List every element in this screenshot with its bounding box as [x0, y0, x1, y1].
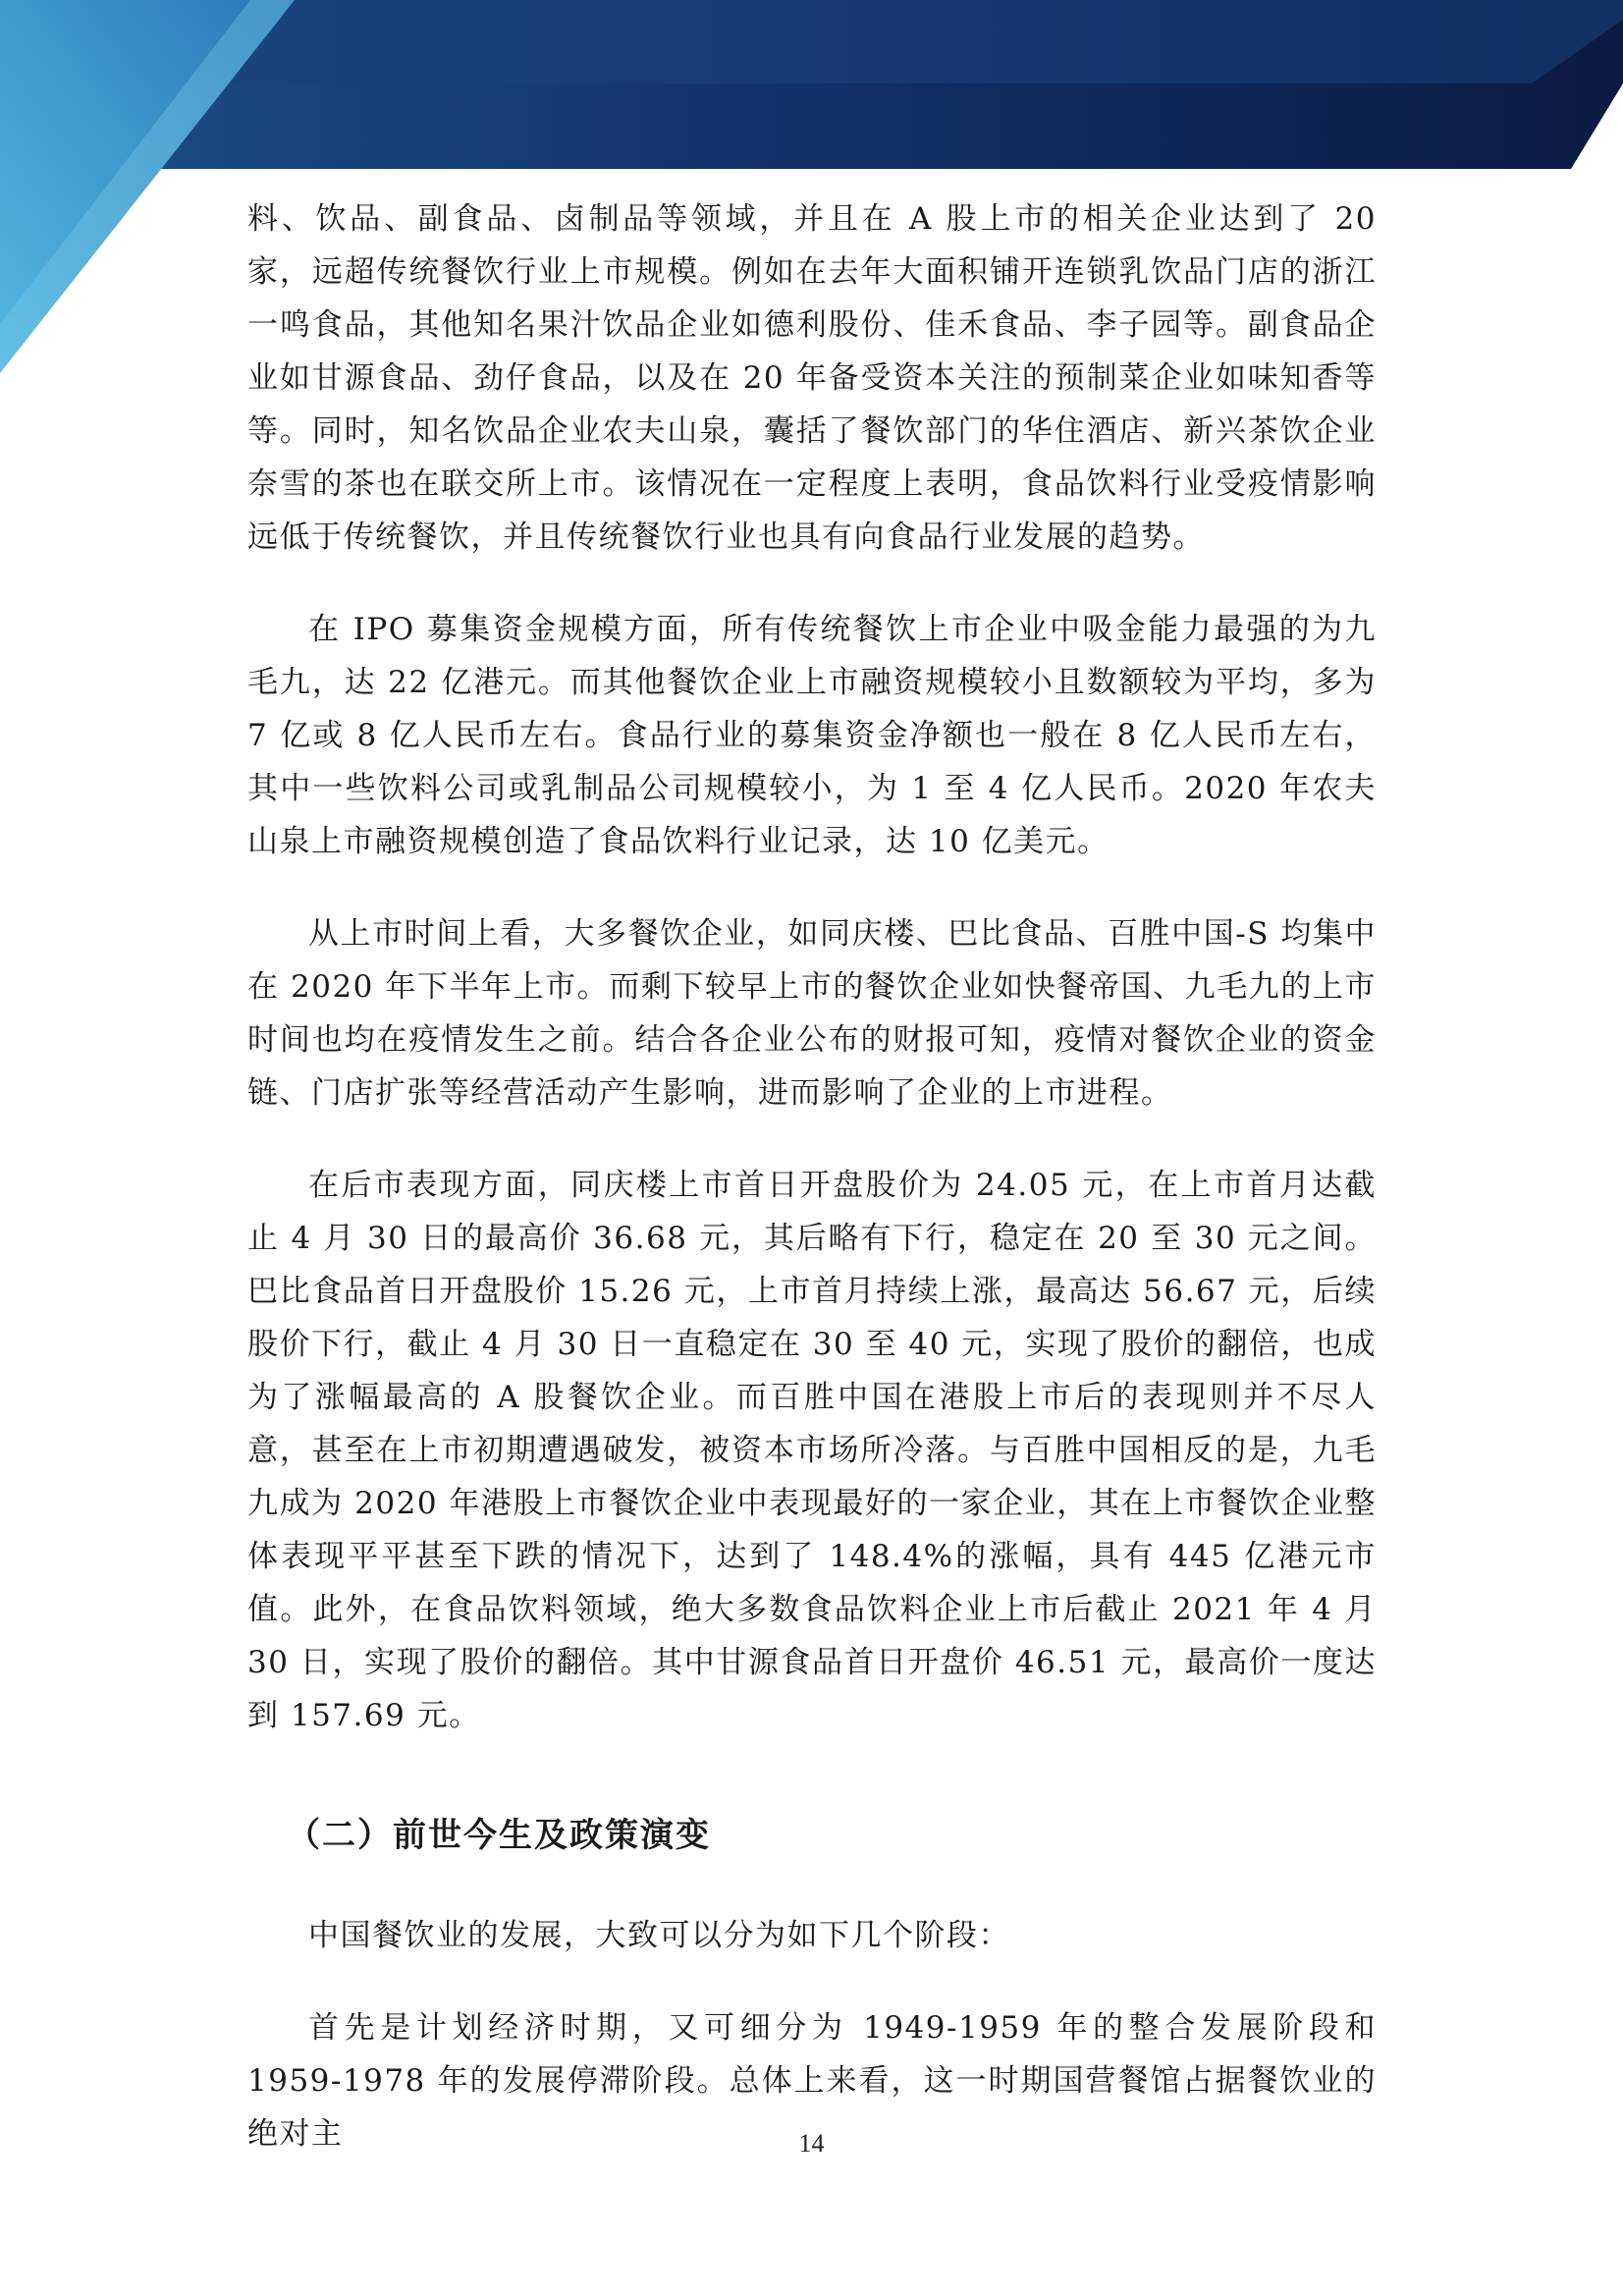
paragraph-6: 首先是计划经济时期，又可细分为 1949-1959 年的整合发展阶段和 1959-1978 年的发展停滞阶段。总体上来看，这一时期国营餐馆占据餐饮业的绝对主: [247, 2010, 1377, 2152]
section-heading: （二）前世今生及政策演变: [287, 1816, 711, 1855]
paragraph-1: 料、饮品、副食品、卤制品等领域，并且在 A 股上市的相关企业达到了 20 家，远超传统餐饮行业上市规模。例如在去年大面积铺开连锁乳饮品门店的浙江一鸣食品，其他知名果汁饮品企业如德利股份、佳禾食品、李子园等。副食品企业如甘源食品、劲仔食品，以及在 20 年备受资本关注的预制菜企业如味知香等等。同时，知名饮品企业农夫山泉，囊括了餐饮部门的华住酒店、新兴茶饮企业奈雪的茶也在联交所上市。该情况在一定程度上表明，食品饮料行业受疫情影响远低于传统餐饮，并且传统餐饮行业也具有向食品行业发展的趋势。: [247, 201, 1377, 555]
paragraph-3: 从上市时间上看，大多餐饮企业，如同庆楼、巴比食品、百胜中国-S 均集中在 2020 年下半年上市。而剩下较早上市的餐饮企业如快餐帝国、九毛九的上市时间也均在疫情发生之前。结合各企业公布的财报可知，疫情对餐饮企业的资金链、门店扩张等经营活动产生影响，进而影响了企业的上市进程。: [247, 916, 1377, 1111]
header-top-strip: [236, 0, 1623, 83]
paragraph-2: 在 IPO 募集资金规模方面，所有传统餐饮上市企业中吸金能力最强的为九毛九，达 22 亿港元。而其他餐饮企业上市融资规模较小且数额较为平均，多为 7 亿或 8 亿人民币左右。食品行业的募集资金净额也一般在 8 亿人民币左右，其中一些饮料公司或乳制品公司规模较小，为 1 至 4 亿人民币。2020 年农夫山泉上市融资规模创造了食品饮料行业记录，达 10 亿美元。: [247, 612, 1377, 859]
paragraph-4: 在后市表现方面，同庆楼上市首日开盘股价为 24.05 元，在上市首月达截止 4 月 30 日的最高价 36.68 元，其后略有下行，稳定在 20 至 30 元之间。巴比食品首日开盘股价 15.26 元，上市首月持续上涨，最高达 56.67 元，后续股价下行，截止 4 月 30 日一直稳定在 30 至 40 元，实现了股价的翻倍，也成为了涨幅最高的 A 股餐饮企业。而百胜中国在港股上市后的表现则并不尽人意，甚至在上市初期遭遇破发，被资本市场所冷落。与百胜中国相反的是，九毛九成为 2020 年港股上市餐饮企业中表现最好的一家企业，其在上市餐饮企业整体表现平平甚至下跌的情况下，达到了 148.4%的涨幅，具有 445 亿港元市值。此外，在食品饮料领域，绝大多数食品饮料企业上市后截止 2021 年 4 月 30 日，实现了股价的翻倍。其中甘源食品首日开盘价 46.51 元，最高价一度达到 157.69 元。: [247, 1168, 1377, 1733]
page-number: 14: [798, 2129, 825, 2158]
paragraph-5: 中国餐饮业的发展，大致可以分为如下几个阶段：: [308, 1918, 1010, 1953]
page-content: [247, 192, 1377, 2200]
